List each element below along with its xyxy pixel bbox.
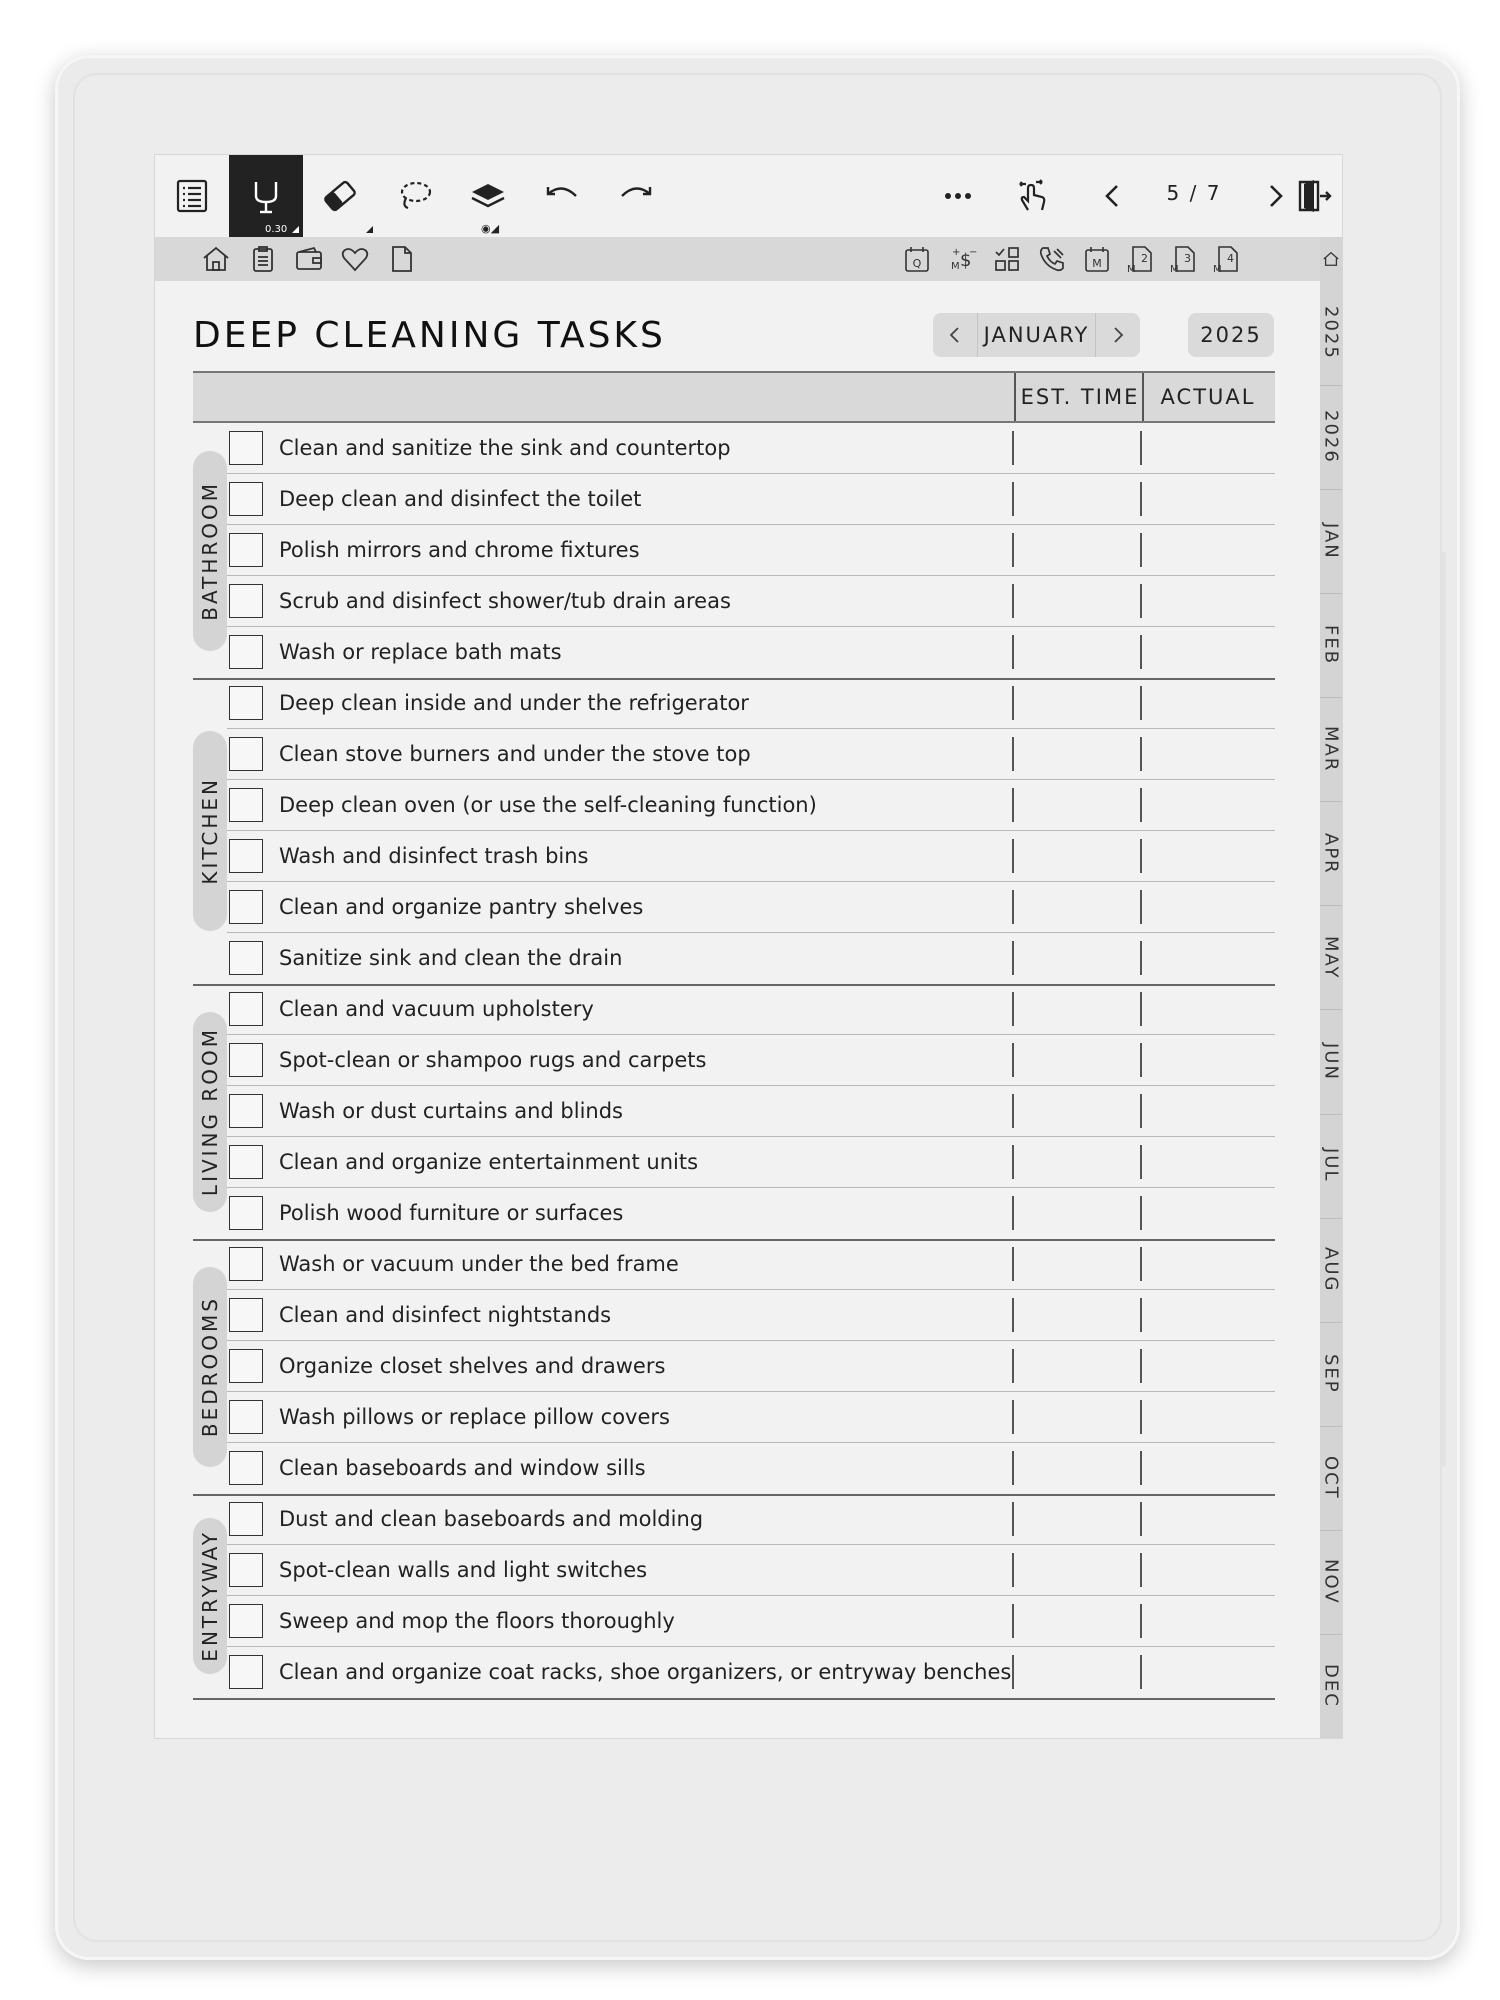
col-actual: ACTUAL [1142, 373, 1272, 421]
eye-icon: ◉◢ [481, 222, 500, 235]
phone-icon[interactable] [1035, 242, 1069, 276]
tab-home-icon[interactable] [1320, 237, 1342, 281]
section-entryway [193, 1494, 1275, 1700]
task-label: Sweep and mop the floors thoroughly [279, 1609, 675, 1633]
task-row [227, 1494, 1275, 1545]
svg-text:$: $ [960, 250, 972, 271]
task-checkbox[interactable] [229, 1298, 263, 1332]
task-checkbox[interactable] [229, 584, 263, 618]
month-selector [933, 313, 1140, 357]
more-icon[interactable] [921, 155, 995, 237]
prev-page-icon[interactable] [1083, 155, 1143, 237]
layers-icon[interactable] [451, 155, 525, 237]
task-checkbox[interactable] [229, 1400, 263, 1434]
svg-text:+: + [952, 247, 961, 258]
actual-time-cell[interactable] [1140, 1553, 1142, 1587]
tab-may[interactable] [1320, 905, 1342, 1010]
col-est-time: EST. TIME [1014, 373, 1144, 421]
task-row [227, 1137, 1275, 1188]
month4-icon[interactable] [1209, 242, 1243, 276]
task-checkbox[interactable] [229, 533, 263, 567]
est-time-cell[interactable] [1012, 1196, 1014, 1230]
section-bedrooms [193, 1239, 1275, 1496]
table-header [193, 371, 1275, 423]
section-label: LIVING ROOM [198, 1026, 222, 1197]
task-checkbox[interactable] [229, 1043, 263, 1077]
month-label: JANUARY [983, 323, 1090, 347]
task-row [227, 729, 1275, 780]
svg-text:M: M [1092, 257, 1102, 270]
month-tabs [1320, 281, 1342, 1738]
screen [155, 155, 1342, 1738]
task-label: Clean and disinfect nightstands [279, 1303, 612, 1327]
tab-label: DEC [1320, 1664, 1342, 1708]
task-checkbox[interactable] [229, 941, 263, 975]
actual-time-cell[interactable] [1140, 1502, 1142, 1536]
task-label: Clean and vacuum upholstery [279, 997, 594, 1021]
tab-label: APR [1320, 832, 1342, 875]
section-label: KITCHEN [198, 777, 222, 885]
actual-time-cell[interactable] [1140, 941, 1142, 975]
actual-time-cell[interactable] [1140, 1094, 1142, 1128]
tab-label: SEP [1320, 1353, 1342, 1394]
task-row [227, 1086, 1275, 1137]
task-checkbox[interactable] [229, 635, 263, 669]
est-time-cell[interactable] [1012, 788, 1014, 822]
task-checkbox[interactable] [229, 1553, 263, 1587]
pen-options-indicator [292, 226, 299, 233]
tab-feb[interactable] [1320, 593, 1342, 698]
task-label: Clean and organize pantry shelves [279, 895, 644, 919]
est-time-cell[interactable] [1012, 1451, 1014, 1485]
heart-icon[interactable] [338, 242, 372, 276]
task-label: Dust and clean baseboards and molding [279, 1507, 704, 1531]
section-label: BATHROOM [198, 480, 222, 621]
eraser-options-indicator [366, 226, 373, 233]
est-time-cell[interactable] [1012, 686, 1014, 720]
tab-mar[interactable] [1320, 697, 1342, 802]
tab-2025[interactable] [1320, 281, 1342, 386]
task-row [227, 1188, 1275, 1239]
menu-icon[interactable] [155, 155, 229, 237]
section-label: ENTRYWAY [198, 1530, 222, 1662]
svg-text:2: 2 [1141, 252, 1148, 265]
task-row [227, 933, 1275, 984]
est-time-cell[interactable] [1012, 431, 1014, 465]
task-label: Spot-clean walls and light switches [279, 1558, 648, 1582]
quick-nav-bar [155, 237, 1342, 281]
task-checkbox[interactable] [229, 1655, 263, 1689]
est-time-cell[interactable] [1012, 1553, 1014, 1587]
actual-time-cell[interactable] [1140, 686, 1142, 720]
month3-icon[interactable] [1166, 242, 1200, 276]
est-time-cell[interactable] [1012, 737, 1014, 771]
quarter-icon[interactable] [900, 242, 934, 276]
est-time-cell[interactable] [1012, 1502, 1014, 1536]
tab-label: JAN [1320, 522, 1342, 560]
actual-time-cell[interactable] [1140, 482, 1142, 516]
clipboard-icon[interactable] [246, 242, 280, 276]
actual-time-cell[interactable] [1140, 1400, 1142, 1434]
tab-dec[interactable] [1320, 1634, 1342, 1738]
task-label: Organize closet shelves and drawers [279, 1354, 666, 1378]
actual-time-cell[interactable] [1140, 1604, 1142, 1638]
task-checkbox[interactable] [229, 1604, 263, 1638]
page-icon[interactable] [384, 242, 418, 276]
tab-sep[interactable] [1320, 1322, 1342, 1427]
task-checkbox[interactable] [229, 788, 263, 822]
tab-oct[interactable] [1320, 1426, 1342, 1531]
task-label: Sanitize sink and clean the drain [279, 946, 623, 970]
task-row [227, 1443, 1275, 1494]
actual-time-cell[interactable] [1140, 839, 1142, 873]
task-label: Wash or dust curtains and blinds [279, 1099, 623, 1123]
undo-icon[interactable] [525, 155, 599, 237]
task-label: Clean baseboards and window sills [279, 1456, 646, 1480]
task-checkbox[interactable] [229, 890, 263, 924]
task-row [227, 831, 1275, 882]
tab-aug[interactable] [1320, 1218, 1342, 1323]
svg-text:M: M [1170, 264, 1179, 274]
task-row [227, 1239, 1275, 1290]
tab-jul[interactable] [1320, 1114, 1342, 1219]
page-counter: 5 / 7 [1166, 181, 1222, 205]
est-time-cell[interactable] [1012, 890, 1014, 924]
task-checkbox[interactable] [229, 1349, 263, 1383]
page-title: DEEP CLEANING TASKS [193, 315, 666, 356]
pen-icon[interactable] [229, 155, 303, 237]
tab-label: AUG [1320, 1246, 1342, 1293]
est-time-cell[interactable] [1012, 839, 1014, 873]
task-checkbox[interactable] [229, 1451, 263, 1485]
next-month-button[interactable] [1095, 313, 1140, 357]
task-row [227, 1341, 1275, 1392]
tab-nov[interactable] [1320, 1530, 1342, 1635]
tab-label: MAR [1320, 726, 1342, 773]
task-row [227, 1596, 1275, 1647]
est-time-cell[interactable] [1012, 635, 1014, 669]
section-living-room [193, 984, 1275, 1241]
actual-time-cell[interactable] [1140, 1196, 1142, 1230]
est-time-cell[interactable] [1012, 941, 1014, 975]
svg-text:M: M [1213, 264, 1222, 274]
month2-icon[interactable] [1123, 242, 1157, 276]
home-icon[interactable] [199, 242, 233, 276]
actual-time-cell[interactable] [1140, 992, 1142, 1026]
section-label-pill [193, 1267, 227, 1467]
touch-icon[interactable] [995, 155, 1069, 237]
actual-time-cell[interactable] [1140, 584, 1142, 618]
task-label: Deep clean and disinfect the toilet [279, 487, 642, 511]
task-checkbox[interactable] [229, 737, 263, 771]
task-label: Clean and sanitize the sink and countertop [279, 436, 731, 460]
svg-text:3: 3 [1184, 252, 1191, 265]
task-label: Wash or replace bath mats [279, 640, 562, 664]
tab-2026[interactable] [1320, 385, 1342, 490]
svg-text:M: M [951, 261, 960, 272]
task-label: Deep clean oven (or use the self-cleaning function) [279, 793, 817, 817]
actual-time-cell[interactable] [1140, 788, 1142, 822]
tab-jan[interactable] [1320, 489, 1342, 594]
tab-label: MAY [1320, 935, 1342, 980]
actual-time-cell[interactable] [1140, 1451, 1142, 1485]
tab-apr[interactable] [1320, 801, 1342, 906]
task-label: Polish mirrors and chrome fixtures [279, 538, 640, 562]
est-time-cell[interactable] [1012, 1094, 1014, 1128]
task-row [227, 1392, 1275, 1443]
task-checkbox[interactable] [229, 1094, 263, 1128]
actual-time-cell[interactable] [1140, 1247, 1142, 1281]
wallet-icon[interactable] [292, 242, 326, 276]
actual-time-cell[interactable] [1140, 737, 1142, 771]
est-time-cell[interactable] [1012, 482, 1014, 516]
section-label-pill [193, 1012, 227, 1212]
tab-jun[interactable] [1320, 1010, 1342, 1115]
tab-label: JUN [1320, 1042, 1342, 1081]
actual-time-cell[interactable] [1140, 431, 1142, 465]
task-checkbox[interactable] [229, 1502, 263, 1536]
svg-text:−: − [969, 247, 977, 258]
task-row [227, 1545, 1275, 1596]
toolbar [155, 155, 1342, 237]
task-label: Clean and organize coat racks, shoe organizers, or entryway benches [279, 1660, 1012, 1684]
tab-label: FEB [1320, 625, 1342, 666]
task-row [227, 525, 1275, 576]
task-checkbox[interactable] [229, 431, 263, 465]
task-label: Clean and organize entertainment units [279, 1150, 699, 1174]
actual-time-cell[interactable] [1140, 1655, 1142, 1689]
section-bathroom [193, 423, 1275, 680]
exit-icon[interactable] [1285, 155, 1342, 237]
task-row [227, 423, 1275, 474]
actual-time-cell[interactable] [1140, 1043, 1142, 1077]
eraser-icon[interactable] [303, 155, 377, 237]
est-time-cell[interactable] [1012, 1400, 1014, 1434]
task-row [227, 1647, 1275, 1698]
task-checkbox[interactable] [229, 1247, 263, 1281]
task-label: Scrub and disinfect shower/tub drain areas [279, 589, 731, 613]
redo-icon[interactable] [599, 155, 673, 237]
section-label-pill [193, 451, 227, 651]
actual-time-cell[interactable] [1140, 1298, 1142, 1332]
est-time-cell[interactable] [1012, 992, 1014, 1026]
task-label: Wash or vacuum under the bed frame [279, 1252, 679, 1276]
actual-time-cell[interactable] [1140, 1145, 1142, 1179]
task-label: Clean stove burners and under the stove top [279, 742, 751, 766]
task-row [227, 780, 1275, 831]
section-label: BEDROOMS [198, 1295, 222, 1438]
est-time-cell[interactable] [1012, 1145, 1014, 1179]
task-row [227, 1290, 1275, 1341]
task-row [227, 984, 1275, 1035]
est-time-cell[interactable] [1012, 1298, 1014, 1332]
task-row [227, 576, 1275, 627]
task-row [227, 882, 1275, 933]
task-checkbox[interactable] [229, 992, 263, 1026]
section-label-pill [193, 731, 227, 931]
est-time-cell[interactable] [1012, 1655, 1014, 1689]
task-checkbox[interactable] [229, 839, 263, 873]
tab-label: NOV [1320, 1559, 1342, 1605]
task-checkbox[interactable] [229, 1145, 263, 1179]
actual-time-cell[interactable] [1140, 890, 1142, 924]
actual-time-cell[interactable] [1140, 635, 1142, 669]
tab-label: JUL [1320, 1148, 1342, 1183]
task-checkbox[interactable] [229, 686, 263, 720]
task-row [227, 678, 1275, 729]
est-time-cell[interactable] [1012, 584, 1014, 618]
task-label: Deep clean inside and under the refrigerator [279, 691, 749, 715]
year-button[interactable]: 2025 [1188, 313, 1274, 357]
stylus-slot [1442, 552, 1446, 1467]
task-label: Spot-clean or shampoo rugs and carpets [279, 1048, 707, 1072]
svg-text:Q: Q [912, 257, 922, 270]
task-label: Polish wood furniture or surfaces [279, 1201, 624, 1225]
prev-month-button[interactable] [933, 313, 978, 357]
task-checkbox[interactable] [229, 482, 263, 516]
est-time-cell[interactable] [1012, 533, 1014, 567]
task-row [227, 1035, 1275, 1086]
task-label: Wash and disinfect trash bins [279, 844, 589, 868]
actual-time-cell[interactable] [1140, 1349, 1142, 1383]
task-label: Wash pillows or replace pillow covers [279, 1405, 670, 1429]
svg-text:M: M [1127, 264, 1136, 274]
tab-label: 2025 [1320, 306, 1342, 360]
task-row [227, 474, 1275, 525]
section-kitchen [193, 678, 1275, 986]
est-time-cell[interactable] [1012, 1043, 1014, 1077]
actual-time-cell[interactable] [1140, 533, 1142, 567]
est-time-cell[interactable] [1012, 1247, 1014, 1281]
task-row [227, 627, 1275, 678]
est-time-cell[interactable] [1012, 1604, 1014, 1638]
svg-text:4: 4 [1227, 252, 1234, 265]
section-label-pill [193, 1518, 227, 1674]
pen-size-label: 0.30 [265, 224, 288, 235]
tab-label: 2026 [1320, 410, 1342, 464]
est-time-cell[interactable] [1012, 1349, 1014, 1383]
habits-icon[interactable] [990, 242, 1024, 276]
lasso-icon[interactable] [377, 155, 451, 237]
month-icon[interactable] [1080, 242, 1114, 276]
money-icon[interactable] [945, 242, 979, 276]
tab-label: OCT [1320, 1455, 1342, 1500]
task-checkbox[interactable] [229, 1196, 263, 1230]
